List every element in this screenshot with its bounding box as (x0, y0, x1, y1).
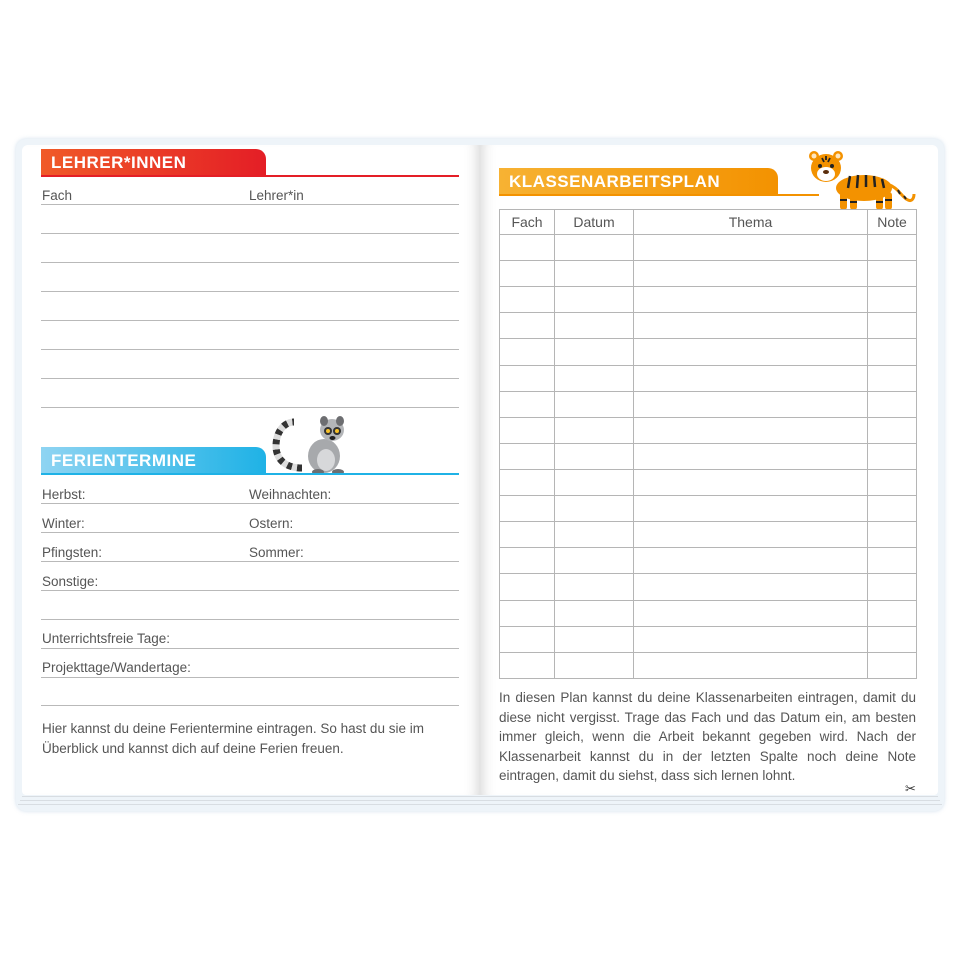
lehrer-col-fach: Fach (42, 188, 73, 203)
tiger-illustration (806, 148, 918, 212)
table-row (500, 522, 917, 548)
table-cell[interactable] (500, 469, 555, 495)
table-cell[interactable] (868, 600, 917, 626)
table-cell[interactable] (555, 391, 634, 417)
ferien-line[interactable] (41, 590, 459, 591)
table-cell[interactable] (555, 261, 634, 287)
ferien-unterrichtsfreie-label: Unterrichtsfreie Tage: (42, 631, 171, 646)
table-cell[interactable] (555, 443, 634, 469)
table-cell[interactable] (634, 287, 868, 313)
table-header-note: Note (868, 210, 917, 235)
table-cell[interactable] (868, 261, 917, 287)
table-cell[interactable] (555, 574, 634, 600)
table-cell[interactable] (868, 287, 917, 313)
table-cell[interactable] (868, 626, 917, 652)
table-cell[interactable] (555, 548, 634, 574)
table-cell[interactable] (500, 313, 555, 339)
ferien-weihnachten-label: Weihnachten: (249, 487, 332, 502)
table-cell[interactable] (555, 522, 634, 548)
table-cell[interactable] (868, 339, 917, 365)
table-cell[interactable] (634, 443, 868, 469)
table-cell[interactable] (555, 339, 634, 365)
lehrer-col-lehrer: Lehrer*in (249, 188, 304, 203)
table-row (500, 365, 917, 391)
table-cell[interactable] (634, 600, 868, 626)
table-cell[interactable] (868, 235, 917, 261)
table-cell[interactable] (634, 469, 868, 495)
lehrer-line[interactable] (41, 204, 459, 205)
table-header-datum: Datum (555, 210, 634, 235)
ferien-winter-label: Winter: (42, 516, 85, 531)
table-cell[interactable] (500, 365, 555, 391)
ferien-herbst-label: Herbst: (42, 487, 86, 502)
table-cell[interactable] (634, 261, 868, 287)
table-cell[interactable] (868, 391, 917, 417)
table-cell[interactable] (500, 261, 555, 287)
table-cell[interactable] (868, 417, 917, 443)
table-cell[interactable] (555, 417, 634, 443)
klassen-description: In diesen Plan kannst du deine Klassenarbeiten eintragen, damit du diese nicht vergisst. Trage das Fach und das Datum ein, am besten immer gleich, wenn die Arbeit bekannt gegeben wird. Nach der Klassenarbeit kannst du in der letzten Spalte noch deine Note eintragen, damit du siehst, dass sich lernen lohnt. (499, 690, 916, 783)
table-cell[interactable] (634, 548, 868, 574)
table-cell[interactable] (555, 287, 634, 313)
table-cell[interactable] (868, 522, 917, 548)
ferien-ostern-label: Ostern: (249, 516, 294, 531)
table-cell[interactable] (634, 235, 868, 261)
table-row (500, 548, 917, 574)
table-cell[interactable] (500, 287, 555, 313)
table-cell[interactable] (500, 652, 555, 678)
ferien-sonstige-label: Sonstige: (42, 574, 99, 589)
table-cell[interactable] (634, 522, 868, 548)
table-row (500, 339, 917, 365)
table-row (500, 469, 917, 495)
table-cell[interactable] (634, 417, 868, 443)
table-cell[interactable] (555, 235, 634, 261)
table-cell[interactable] (868, 469, 917, 495)
table-row (500, 287, 917, 313)
lehrer-section-title: LEHRER*INNEN (41, 149, 266, 175)
table-row (500, 261, 917, 287)
ferien-line[interactable] (41, 648, 459, 649)
table-cell[interactable] (634, 391, 868, 417)
klassenarbeits-table (499, 209, 917, 679)
ferien-line[interactable] (41, 532, 459, 533)
table-cell[interactable] (634, 339, 868, 365)
ferien-description: Hier kannst du deine Ferientermine eintragen. So hast du sie im Überblick und kannst dich auf deine Ferien freuen. (42, 721, 424, 756)
table-cell[interactable] (555, 469, 634, 495)
ferien-section-title: FERIENTERMINE (41, 447, 266, 473)
table-cell[interactable] (634, 313, 868, 339)
table-cell[interactable] (555, 313, 634, 339)
table-cell[interactable] (634, 365, 868, 391)
scissors-icon: ✂ (905, 781, 916, 796)
table-row (500, 235, 917, 261)
table-cell[interactable] (868, 313, 917, 339)
table-cell[interactable] (500, 548, 555, 574)
table-cell[interactable] (500, 443, 555, 469)
ferien-line[interactable] (41, 705, 459, 706)
table-row (500, 443, 917, 469)
lehrer-line[interactable] (41, 407, 459, 408)
table-cell[interactable] (500, 496, 555, 522)
table-row (500, 496, 917, 522)
table-cell[interactable] (634, 652, 868, 678)
table-cell[interactable] (555, 496, 634, 522)
lehrer-line[interactable] (41, 349, 459, 350)
table-cell[interactable] (555, 600, 634, 626)
table-cell[interactable] (634, 496, 868, 522)
ferien-sommer-label: Sommer: (249, 545, 304, 560)
table-cell[interactable] (500, 574, 555, 600)
table-cell[interactable] (500, 339, 555, 365)
ferien-line[interactable] (41, 561, 459, 562)
lehrer-line[interactable] (41, 291, 459, 292)
lehrer-line[interactable] (41, 233, 459, 234)
table-cell[interactable] (868, 652, 917, 678)
table-row (500, 391, 917, 417)
table-cell[interactable] (634, 574, 868, 600)
table-cell[interactable] (500, 522, 555, 548)
table-header-thema: Thema (634, 210, 868, 235)
lemur-illustration (262, 410, 357, 476)
table-cell[interactable] (868, 443, 917, 469)
table-cell[interactable] (500, 600, 555, 626)
table-header-fach: Fach (500, 210, 555, 235)
ferien-pfingsten-label: Pfingsten: (42, 545, 103, 560)
ferien-line[interactable] (41, 677, 459, 678)
table-row (500, 600, 917, 626)
table-cell[interactable] (634, 626, 868, 652)
lehrer-line[interactable] (41, 262, 459, 263)
table-cell[interactable] (500, 391, 555, 417)
ferien-projekttage-label: Projekttage/Wandertage: (42, 660, 191, 675)
table-row (500, 626, 917, 652)
ferien-line[interactable] (41, 503, 459, 504)
table-row (500, 574, 917, 600)
table-row (500, 313, 917, 339)
table-cell[interactable] (868, 574, 917, 600)
klassen-section-title: KLASSENARBEITSPLAN (499, 168, 778, 194)
ferien-line[interactable] (41, 619, 459, 620)
table-cell[interactable] (868, 548, 917, 574)
lehrer-line[interactable] (41, 320, 459, 321)
table-cell[interactable] (868, 365, 917, 391)
table-row (500, 652, 917, 678)
table-cell[interactable] (500, 417, 555, 443)
table-cell[interactable] (868, 496, 917, 522)
table-cell[interactable] (500, 235, 555, 261)
table-header-row (500, 210, 917, 235)
table-cell[interactable] (500, 626, 555, 652)
table-cell[interactable] (555, 652, 634, 678)
table-cell[interactable] (555, 365, 634, 391)
table-row (500, 417, 917, 443)
lehrer-line[interactable] (41, 378, 459, 379)
table-cell[interactable] (555, 626, 634, 652)
